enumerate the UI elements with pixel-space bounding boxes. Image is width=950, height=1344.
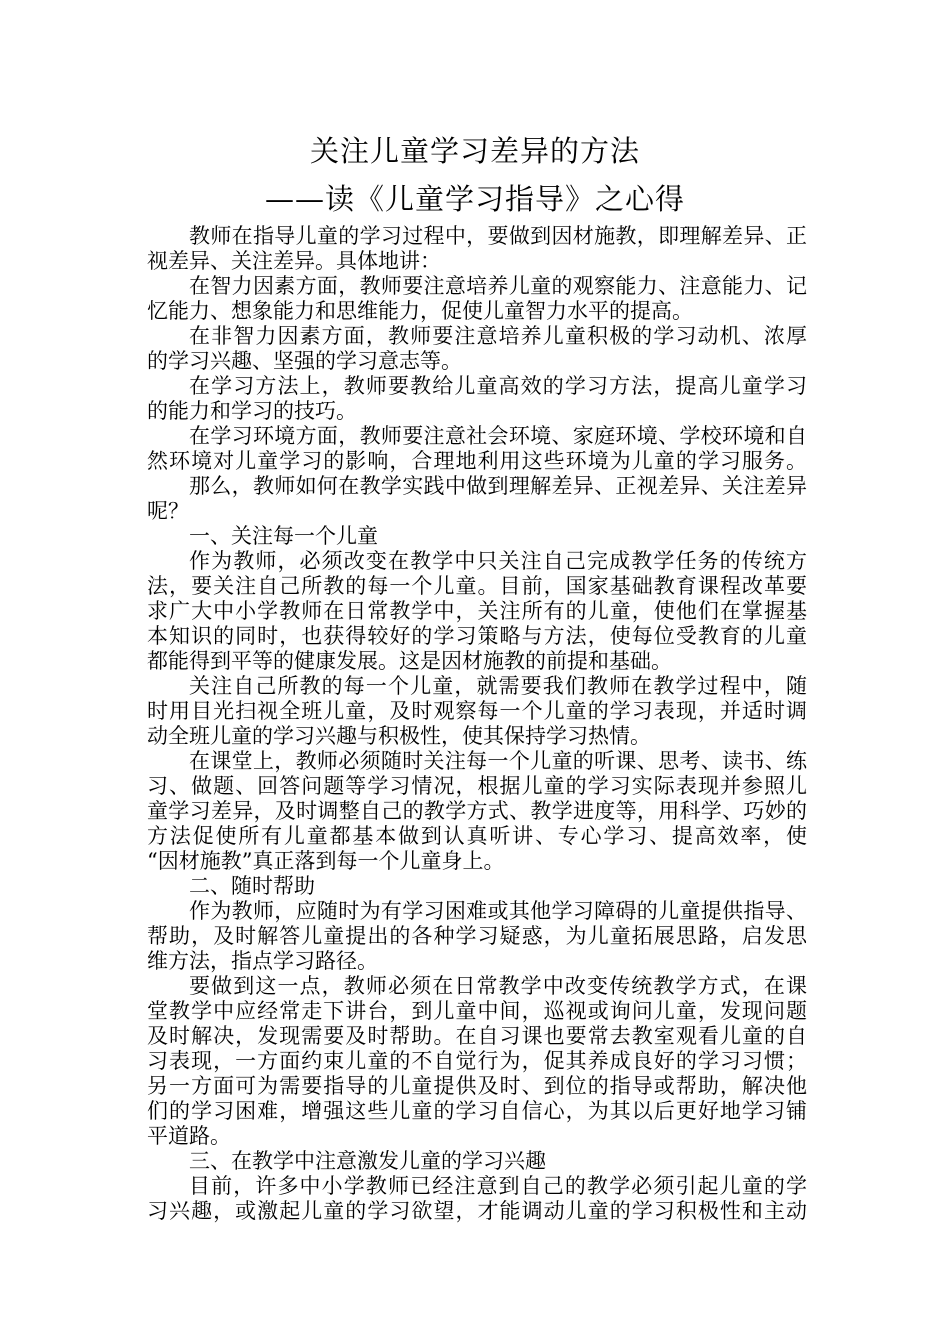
body-line: 在学习方法上，教师要教给儿童高效的学习方法，提高儿童学习 bbox=[189, 374, 807, 398]
body-line: “因材施教”真正落到每一个儿童身上。 bbox=[147, 849, 505, 873]
body-line: 的能力和学习的技巧。 bbox=[147, 399, 357, 423]
body-line: 然环境对儿童学习的影响，合理地利用这些环境为儿童的学习服务。 bbox=[147, 449, 807, 473]
body-line: 法，要关注自己所教的每一个儿童。目前，国家基础教育课程改革要 bbox=[147, 574, 807, 598]
body-line: 习表现，一方面约束儿童的不自觉行为，促其养成良好的学习习惯； bbox=[147, 1049, 807, 1073]
body-line: 维方法，指点学习路径。 bbox=[147, 949, 378, 973]
body-line: 动全班儿童的学习兴趣与积极性，使其保持学习热情。 bbox=[147, 724, 651, 748]
body-line: 关注自己所教的每一个儿童，就需要我们教师在教学过程中，随 bbox=[189, 674, 807, 698]
body-line: 习、做题、回答问题等学习情况，根据儿童的学习实际表现并参照儿 bbox=[147, 774, 807, 798]
body-line: 的学习兴趣、坚强的学习意志等。 bbox=[147, 349, 462, 373]
section-heading: 一、关注每一个儿童 bbox=[189, 524, 378, 548]
body-line: 求广大中小学教师在日常教学中，关注所有的儿童，使他们在掌握基 bbox=[147, 599, 807, 623]
body-line: 要做到这一点，教师必须在日常教学中改变传统教学方式，在课 bbox=[189, 974, 807, 998]
body-line: 作为教师，应随时为有学习困难或其他学习障碍的儿童提供指导、 bbox=[189, 899, 807, 923]
body-line: 本知识的同时，也获得较好的学习策略与方法，使每位受教育的儿童 bbox=[147, 624, 807, 648]
body-line: 在学习环境方面，教师要注意社会环境、家庭环境、学校环境和自 bbox=[189, 424, 807, 448]
body-line: 及时解决，发现需要及时帮助。在自习课也要常去教室观看儿童的自 bbox=[147, 1024, 807, 1048]
body-line: 在课堂上，教师必须随时关注每一个儿童的听课、思考、读书、练 bbox=[189, 749, 807, 773]
body-line: 习兴趣，或激起儿童的学习欲望，才能调动儿童的学习积极性和主动 bbox=[147, 1199, 807, 1223]
body-line: 另一方面可为需要指导的儿童提供及时、到位的指导或帮助，解决他 bbox=[147, 1074, 807, 1098]
body-line: 平道路。 bbox=[147, 1124, 231, 1148]
body-line: 在非智力因素方面，教师要注意培养儿童积极的学习动机、浓厚 bbox=[189, 324, 807, 348]
section-heading: 二、随时帮助 bbox=[189, 874, 315, 898]
body-line: 那么，教师如何在教学实践中做到理解差异、正视差异、关注差异 bbox=[189, 474, 807, 498]
body-line: 忆能力、想象能力和思维能力，促使儿童智力水平的提高。 bbox=[147, 299, 693, 323]
body-line: 教师在指导儿童的学习过程中，要做到因材施教，即理解差异、正 bbox=[189, 224, 807, 248]
document-title: 关注儿童学习差异的方法 bbox=[309, 134, 640, 168]
body-line: 时用目光扫视全班儿童，及时观察每一个儿童的学习表现，并适时调 bbox=[147, 699, 807, 723]
body-line: 堂教学中应经常走下讲台，到儿童中间，巡视或询问儿童，发现问题 bbox=[147, 999, 807, 1023]
body-line: 帮助，及时解答儿童提出的各种学习疑惑，为儿童拓展思路，启发思 bbox=[147, 924, 807, 948]
body-line: 视差异、关注差异。具体地讲： bbox=[147, 249, 441, 273]
body-line: 在智力因素方面，教师要注意培养儿童的观察能力、注意能力、记 bbox=[189, 274, 807, 298]
body-line: 都能得到平等的健康发展。这是因材施教的前提和基础。 bbox=[147, 649, 672, 673]
section-heading: 三、在教学中注意激发儿童的学习兴趣 bbox=[189, 1149, 546, 1173]
body-line: 们的学习困难，增强这些儿童的学习自信心，为其以后更好地学习铺 bbox=[147, 1099, 807, 1123]
body-line: 呢？ bbox=[147, 499, 189, 523]
document-subtitle: ——读《儿童学习指导》之心得 bbox=[264, 182, 685, 216]
body-line: 作为教师，必须改变在教学中只关注自己完成教学任务的传统方 bbox=[189, 549, 807, 573]
body-line: 童学习差异，及时调整自己的教学方式、教学进度等，用科学、巧妙的 bbox=[147, 799, 807, 823]
body-line: 目前，许多中小学教师已经注意到自己的教学必须引起儿童的学 bbox=[189, 1174, 807, 1198]
body-line: 方法促使所有儿童都基本做到认真听讲、专心学习、提高效率，使 bbox=[147, 824, 807, 848]
